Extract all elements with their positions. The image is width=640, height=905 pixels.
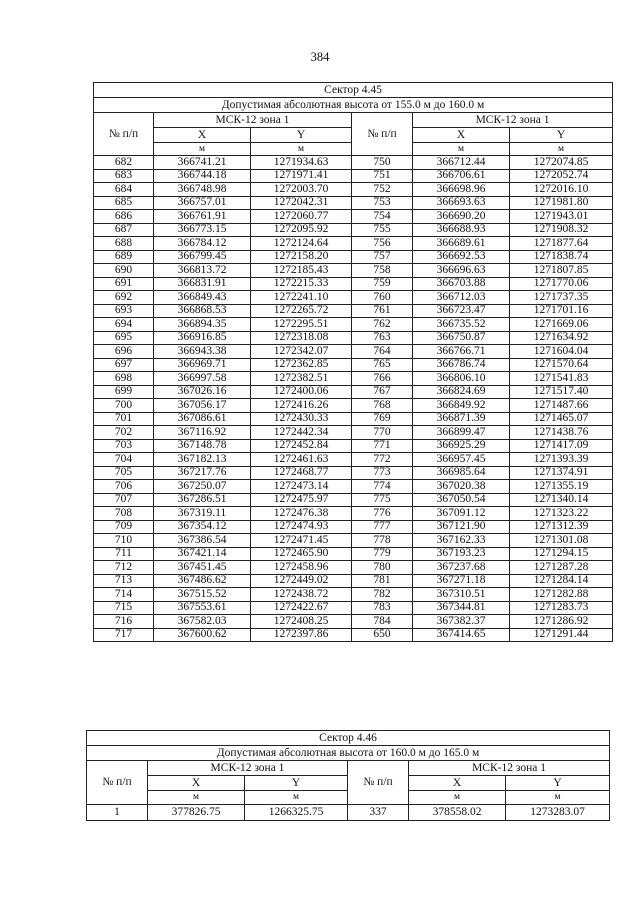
point-number-cell: 705 <box>94 466 154 480</box>
point-number-cell: 704 <box>94 453 154 467</box>
table-row <box>94 520 613 534</box>
x-coordinate-cell: 367386.54 <box>154 534 251 548</box>
point-number-cell: 683 <box>94 169 154 183</box>
y-header-left: Y <box>251 128 352 143</box>
y-header-right: Y <box>510 128 613 143</box>
table-row <box>94 183 613 197</box>
y-coordinate-cell: 1271971.41 <box>251 169 352 183</box>
zone-header-right: МСК-12 зона 1 <box>409 761 610 776</box>
x-coordinate-cell: 366696.63 <box>413 264 510 278</box>
point-number-cell: 771 <box>352 439 413 453</box>
point-number-cell: 717 <box>94 628 154 642</box>
y-coordinate-cell: 1271838.74 <box>510 250 613 264</box>
point-number-cell: 712 <box>94 561 154 575</box>
sector-table-4-45 <box>93 82 613 642</box>
table-row <box>94 385 613 399</box>
point-number-cell: 693 <box>94 304 154 318</box>
table-row <box>94 561 613 575</box>
y-coordinate-cell: 1271877.64 <box>510 237 613 251</box>
point-number-cell: 783 <box>352 601 413 615</box>
x-coordinate-cell: 367162.33 <box>413 534 510 548</box>
point-number-cell: 686 <box>94 210 154 224</box>
x-coordinate-cell: 367319.11 <box>154 507 251 521</box>
y-coordinate-cell: 1271438.76 <box>510 426 613 440</box>
x-coordinate-cell: 366712.03 <box>413 291 510 305</box>
zone-header-left: МСК-12 зона 1 <box>148 761 348 776</box>
table-row <box>94 169 613 183</box>
x-coordinate-cell: 366761.91 <box>154 210 251 224</box>
y-coordinate-cell: 1272060.77 <box>251 210 352 224</box>
y-coordinate-cell: 1272408.25 <box>251 615 352 629</box>
y-coordinate-cell: 1271943.01 <box>510 210 613 224</box>
x-coordinate-cell: 367582.03 <box>154 615 251 629</box>
y-coordinate-cell: 1271283.73 <box>510 601 613 615</box>
x-coordinate-cell: 367121.90 <box>413 520 510 534</box>
point-number-cell: 774 <box>352 480 413 494</box>
x-coordinate-cell: 367310.51 <box>413 588 510 602</box>
y-coordinate-cell: 1272400.06 <box>251 385 352 399</box>
x-coordinate-cell: 366997.58 <box>154 372 251 386</box>
point-number-cell: 713 <box>94 574 154 588</box>
y-coordinate-cell: 1272003.70 <box>251 183 352 197</box>
x-coordinate-cell: 367193.23 <box>413 547 510 561</box>
point-number-cell: 688 <box>94 237 154 251</box>
point-number-cell: 763 <box>352 331 413 345</box>
y-coordinate-cell: 1271487.66 <box>510 399 613 413</box>
x-coordinate-cell: 366916.85 <box>154 331 251 345</box>
y-coordinate-cell: 1272342.07 <box>251 345 352 359</box>
x-coordinate-cell: 367217.76 <box>154 466 251 480</box>
point-number-cell: 695 <box>94 331 154 345</box>
x-coordinate-cell: 366868.53 <box>154 304 251 318</box>
y-coordinate-cell: 1271934.63 <box>251 156 352 170</box>
sector-height-range: Допустимая абсолютная высота от 160.0 м до 165.0 м <box>87 746 610 761</box>
x-coordinate-cell: 367271.18 <box>413 574 510 588</box>
x-coordinate-cell: 367553.61 <box>154 601 251 615</box>
table-row <box>94 615 613 629</box>
x-coordinate-cell: 366871.39 <box>413 412 510 426</box>
point-number-cell: 702 <box>94 426 154 440</box>
y-coordinate-cell: 1271807.85 <box>510 264 613 278</box>
x-coordinate-cell: 366712.44 <box>413 156 510 170</box>
y-coordinate-cell: 1272052.74 <box>510 169 613 183</box>
table-row <box>94 291 613 305</box>
point-number-cell: 770 <box>352 426 413 440</box>
point-number-cell: 775 <box>352 493 413 507</box>
x-header-left: X <box>154 128 251 143</box>
table-row <box>94 318 613 332</box>
point-number-cell: 707 <box>94 493 154 507</box>
point-number-cell: 757 <box>352 250 413 264</box>
y-coordinate-cell: 1271541.83 <box>510 372 613 386</box>
point-number-cell: 690 <box>94 264 154 278</box>
table-row <box>94 358 613 372</box>
x-coordinate-cell: 367286.51 <box>154 493 251 507</box>
unit-y-right: м <box>506 791 610 805</box>
x-coordinate-cell: 366824.69 <box>413 385 510 399</box>
x-coordinate-cell: 367486.62 <box>154 574 251 588</box>
table-row <box>94 466 613 480</box>
y-coordinate-cell: 1271284.14 <box>510 574 613 588</box>
point-number-cell: 751 <box>352 169 413 183</box>
x-coordinate-cell: 366688.93 <box>413 223 510 237</box>
table-row <box>94 480 613 494</box>
y-coordinate-cell: 1272422.67 <box>251 601 352 615</box>
point-number-cell: 697 <box>94 358 154 372</box>
x-coordinate-cell: 366741.21 <box>154 156 251 170</box>
unit-x-left: м <box>154 143 251 156</box>
point-number-cell: 687 <box>94 223 154 237</box>
unit-x-right: м <box>409 791 506 805</box>
y-coordinate-cell: 1272430.33 <box>251 412 352 426</box>
x-coordinate-cell: 366849.43 <box>154 291 251 305</box>
unit-y-left: м <box>251 143 352 156</box>
y-coordinate-cell: 1272397.86 <box>251 628 352 642</box>
point-number-cell: 759 <box>352 277 413 291</box>
point-number-cell: 692 <box>94 291 154 305</box>
x-coordinate-cell: 366723.47 <box>413 304 510 318</box>
y-coordinate-cell: 1272382.51 <box>251 372 352 386</box>
point-number-cell: 784 <box>352 615 413 629</box>
x-coordinate-cell: 366943.38 <box>154 345 251 359</box>
y-coordinate-cell: 1272473.14 <box>251 480 352 494</box>
point-number-cell: 716 <box>94 615 154 629</box>
x-coordinate-cell: 366786.74 <box>413 358 510 372</box>
y-coordinate-cell: 1272158.20 <box>251 250 352 264</box>
table-row <box>94 574 613 588</box>
table-row <box>94 507 613 521</box>
x-coordinate-cell: 366757.01 <box>154 196 251 210</box>
x-coordinate-cell: 366692.53 <box>413 250 510 264</box>
table-row <box>94 196 613 210</box>
x-coordinate-cell: 366925.29 <box>413 439 510 453</box>
x-coordinate-cell: 367182.13 <box>154 453 251 467</box>
x-coordinate-cell: 366831.91 <box>154 277 251 291</box>
point-number-cell: 761 <box>352 304 413 318</box>
y-coordinate-cell: 1272461.63 <box>251 453 352 467</box>
point-number-cell: 708 <box>94 507 154 521</box>
table-row <box>94 372 613 386</box>
y-coordinate-cell: 1272095.92 <box>251 223 352 237</box>
x-coordinate-cell: 366698.96 <box>413 183 510 197</box>
y-coordinate-cell: 1272475.97 <box>251 493 352 507</box>
table-row <box>94 277 613 291</box>
y-header-left: Y <box>245 776 348 791</box>
point-number-cell: 769 <box>352 412 413 426</box>
x-coordinate-cell: 366744.18 <box>154 169 251 183</box>
num-header-left: № п/п <box>87 761 148 805</box>
x-coordinate-cell: 366703.88 <box>413 277 510 291</box>
y-coordinate-cell: 1272465.90 <box>251 547 352 561</box>
table-row <box>94 399 613 413</box>
point-number-cell: 715 <box>94 601 154 615</box>
x-coordinate-cell: 366750.87 <box>413 331 510 345</box>
x-coordinate-cell: 367515.52 <box>154 588 251 602</box>
point-number-cell: 337 <box>348 805 409 821</box>
point-number-cell: 714 <box>94 588 154 602</box>
unit-y-right: м <box>510 143 613 156</box>
x-coordinate-cell: 367250.07 <box>154 480 251 494</box>
num-header-right: № п/п <box>352 113 413 156</box>
table-row <box>94 439 613 453</box>
y-coordinate-cell: 1272416.26 <box>251 399 352 413</box>
point-number-cell: 767 <box>352 385 413 399</box>
table-row <box>87 805 610 821</box>
x-coordinate-cell: 367237.68 <box>413 561 510 575</box>
table-row <box>94 453 613 467</box>
zone-header-right: МСК-12 зона 1 <box>413 113 613 128</box>
point-number-cell: 711 <box>94 547 154 561</box>
table-row <box>94 210 613 224</box>
y-coordinate-cell: 1272452.84 <box>251 439 352 453</box>
point-number-cell: 689 <box>94 250 154 264</box>
table-row <box>94 412 613 426</box>
point-number-cell: 754 <box>352 210 413 224</box>
y-coordinate-cell: 1273283.07 <box>506 805 610 821</box>
point-number-cell: 764 <box>352 345 413 359</box>
table-row <box>94 237 613 251</box>
x-coordinate-cell: 366813.72 <box>154 264 251 278</box>
y-coordinate-cell: 1272458.96 <box>251 561 352 575</box>
point-number-cell: 1 <box>87 805 148 821</box>
sector-height-range: Допустимая абсолютная высота от 155.0 м до 160.0 м <box>94 98 613 113</box>
point-number-cell: 782 <box>352 588 413 602</box>
y-coordinate-cell: 1272016.10 <box>510 183 613 197</box>
y-coordinate-cell: 1271701.16 <box>510 304 613 318</box>
table-row <box>94 156 613 170</box>
x-coordinate-cell: 366706.61 <box>413 169 510 183</box>
y-coordinate-cell: 1271287.28 <box>510 561 613 575</box>
y-coordinate-cell: 1272074.85 <box>510 156 613 170</box>
sector-title: Сектор 4.46 <box>87 731 610 746</box>
x-coordinate-cell: 366957.45 <box>413 453 510 467</box>
y-coordinate-cell: 1271323.22 <box>510 507 613 521</box>
y-coordinate-cell: 1271417.09 <box>510 439 613 453</box>
point-number-cell: 758 <box>352 264 413 278</box>
x-coordinate-cell: 366985.64 <box>413 466 510 480</box>
page-number: 384 <box>310 50 330 64</box>
table-row <box>94 628 613 642</box>
point-number-cell: 776 <box>352 507 413 521</box>
table-row <box>94 547 613 561</box>
point-number-cell: 691 <box>94 277 154 291</box>
x-coordinate-cell: 367451.45 <box>154 561 251 575</box>
y-coordinate-cell: 1271465.07 <box>510 412 613 426</box>
sector-title: Сектор 4.45 <box>94 83 613 98</box>
y-coordinate-cell: 1271294.15 <box>510 547 613 561</box>
x-coordinate-cell: 367344.81 <box>413 601 510 615</box>
table-row <box>94 304 613 318</box>
x-coordinate-cell: 367414.65 <box>413 628 510 642</box>
x-coordinate-cell: 366806.10 <box>413 372 510 386</box>
x-coordinate-cell: 367148.78 <box>154 439 251 453</box>
x-coordinate-cell: 367382.37 <box>413 615 510 629</box>
y-header-right: Y <box>506 776 610 791</box>
y-coordinate-cell: 1271312.39 <box>510 520 613 534</box>
point-number-cell: 703 <box>94 439 154 453</box>
point-number-cell: 765 <box>352 358 413 372</box>
y-coordinate-cell: 1271634.92 <box>510 331 613 345</box>
num-header-left: № п/п <box>94 113 154 156</box>
x-coordinate-cell: 366899.47 <box>413 426 510 440</box>
x-coordinate-cell: 366689.61 <box>413 237 510 251</box>
x-coordinate-cell: 367116.92 <box>154 426 251 440</box>
sector-table-4-46 <box>86 730 610 821</box>
point-number-cell: 753 <box>352 196 413 210</box>
y-coordinate-cell: 1271517.40 <box>510 385 613 399</box>
zone-header-left: МСК-12 зона 1 <box>154 113 352 128</box>
point-number-cell: 700 <box>94 399 154 413</box>
point-number-cell: 699 <box>94 385 154 399</box>
y-coordinate-cell: 1272442.34 <box>251 426 352 440</box>
point-number-cell: 762 <box>352 318 413 332</box>
y-coordinate-cell: 1271340.14 <box>510 493 613 507</box>
point-number-cell: 760 <box>352 291 413 305</box>
y-coordinate-cell: 1272474.93 <box>251 520 352 534</box>
x-coordinate-cell: 366784.12 <box>154 237 251 251</box>
table-row <box>94 345 613 359</box>
y-coordinate-cell: 1272215.33 <box>251 277 352 291</box>
point-number-cell: 701 <box>94 412 154 426</box>
x-coordinate-cell: 367020.38 <box>413 480 510 494</box>
point-number-cell: 696 <box>94 345 154 359</box>
y-coordinate-cell: 1272318.08 <box>251 331 352 345</box>
y-coordinate-cell: 1271604.04 <box>510 345 613 359</box>
point-number-cell: 684 <box>94 183 154 197</box>
point-number-cell: 772 <box>352 453 413 467</box>
y-coordinate-cell: 1272449.02 <box>251 574 352 588</box>
x-coordinate-cell: 367056.17 <box>154 399 251 413</box>
table-row <box>94 588 613 602</box>
x-coordinate-cell: 366849.92 <box>413 399 510 413</box>
point-number-cell: 781 <box>352 574 413 588</box>
x-header-right: X <box>409 776 506 791</box>
point-number-cell: 706 <box>94 480 154 494</box>
point-number-cell: 766 <box>352 372 413 386</box>
y-coordinate-cell: 1272295.51 <box>251 318 352 332</box>
table-row <box>94 264 613 278</box>
x-header-right: X <box>413 128 510 143</box>
point-number-cell: 698 <box>94 372 154 386</box>
y-coordinate-cell: 1271570.64 <box>510 358 613 372</box>
x-coordinate-cell: 367600.62 <box>154 628 251 642</box>
point-number-cell: 750 <box>352 156 413 170</box>
x-coordinate-cell: 366894.35 <box>154 318 251 332</box>
y-coordinate-cell: 1271355.19 <box>510 480 613 494</box>
y-coordinate-cell: 1271669.06 <box>510 318 613 332</box>
x-coordinate-cell: 377826.75 <box>148 805 245 821</box>
point-number-cell: 778 <box>352 534 413 548</box>
x-coordinate-cell: 367091.12 <box>413 507 510 521</box>
y-coordinate-cell: 1272042.31 <box>251 196 352 210</box>
y-coordinate-cell: 1271770.06 <box>510 277 613 291</box>
y-coordinate-cell: 1272471.45 <box>251 534 352 548</box>
x-coordinate-cell: 366748.98 <box>154 183 251 197</box>
x-coordinate-cell: 367086.61 <box>154 412 251 426</box>
y-coordinate-cell: 1272438.72 <box>251 588 352 602</box>
y-coordinate-cell: 1271737.35 <box>510 291 613 305</box>
unit-x-left: м <box>148 791 245 805</box>
y-coordinate-cell: 1271981.80 <box>510 196 613 210</box>
point-number-cell: 768 <box>352 399 413 413</box>
y-coordinate-cell: 1272362.85 <box>251 358 352 372</box>
x-coordinate-cell: 367354.12 <box>154 520 251 534</box>
x-coordinate-cell: 366799.45 <box>154 250 251 264</box>
y-coordinate-cell: 1271908.32 <box>510 223 613 237</box>
y-coordinate-cell: 1272124.64 <box>251 237 352 251</box>
point-number-cell: 777 <box>352 520 413 534</box>
unit-y-left: м <box>245 791 348 805</box>
x-coordinate-cell: 366969.71 <box>154 358 251 372</box>
table-row <box>94 426 613 440</box>
y-coordinate-cell: 1272241.10 <box>251 291 352 305</box>
x-coordinate-cell: 366766.71 <box>413 345 510 359</box>
point-number-cell: 710 <box>94 534 154 548</box>
y-coordinate-cell: 1271282.88 <box>510 588 613 602</box>
point-number-cell: 752 <box>352 183 413 197</box>
x-coordinate-cell: 367421.14 <box>154 547 251 561</box>
point-number-cell: 780 <box>352 561 413 575</box>
num-header-right: № п/п <box>348 761 409 805</box>
table-row <box>94 601 613 615</box>
x-header-left: X <box>148 776 245 791</box>
table-row <box>94 223 613 237</box>
x-coordinate-cell: 366735.52 <box>413 318 510 332</box>
x-coordinate-cell: 366690.20 <box>413 210 510 224</box>
x-coordinate-cell: 367050.54 <box>413 493 510 507</box>
table-row <box>94 493 613 507</box>
y-coordinate-cell: 1271393.39 <box>510 453 613 467</box>
point-number-cell: 694 <box>94 318 154 332</box>
point-number-cell: 709 <box>94 520 154 534</box>
y-coordinate-cell: 1272468.77 <box>251 466 352 480</box>
x-coordinate-cell: 378558.02 <box>409 805 506 821</box>
point-number-cell: 682 <box>94 156 154 170</box>
y-coordinate-cell: 1271286.92 <box>510 615 613 629</box>
y-coordinate-cell: 1271374.91 <box>510 466 613 480</box>
y-coordinate-cell: 1271291.44 <box>510 628 613 642</box>
point-number-cell: 756 <box>352 237 413 251</box>
x-coordinate-cell: 367026.16 <box>154 385 251 399</box>
y-coordinate-cell: 1272185.43 <box>251 264 352 278</box>
y-coordinate-cell: 1272476.38 <box>251 507 352 521</box>
point-number-cell: 650 <box>352 628 413 642</box>
y-coordinate-cell: 1272265.72 <box>251 304 352 318</box>
point-number-cell: 685 <box>94 196 154 210</box>
y-coordinate-cell: 1271301.08 <box>510 534 613 548</box>
y-coordinate-cell: 1266325.75 <box>245 805 348 821</box>
x-coordinate-cell: 366773.15 <box>154 223 251 237</box>
table-row <box>94 331 613 345</box>
x-coordinate-cell: 366693.63 <box>413 196 510 210</box>
point-number-cell: 779 <box>352 547 413 561</box>
unit-x-right: м <box>413 143 510 156</box>
table-row <box>94 250 613 264</box>
point-number-cell: 755 <box>352 223 413 237</box>
point-number-cell: 773 <box>352 466 413 480</box>
table-row <box>94 534 613 548</box>
